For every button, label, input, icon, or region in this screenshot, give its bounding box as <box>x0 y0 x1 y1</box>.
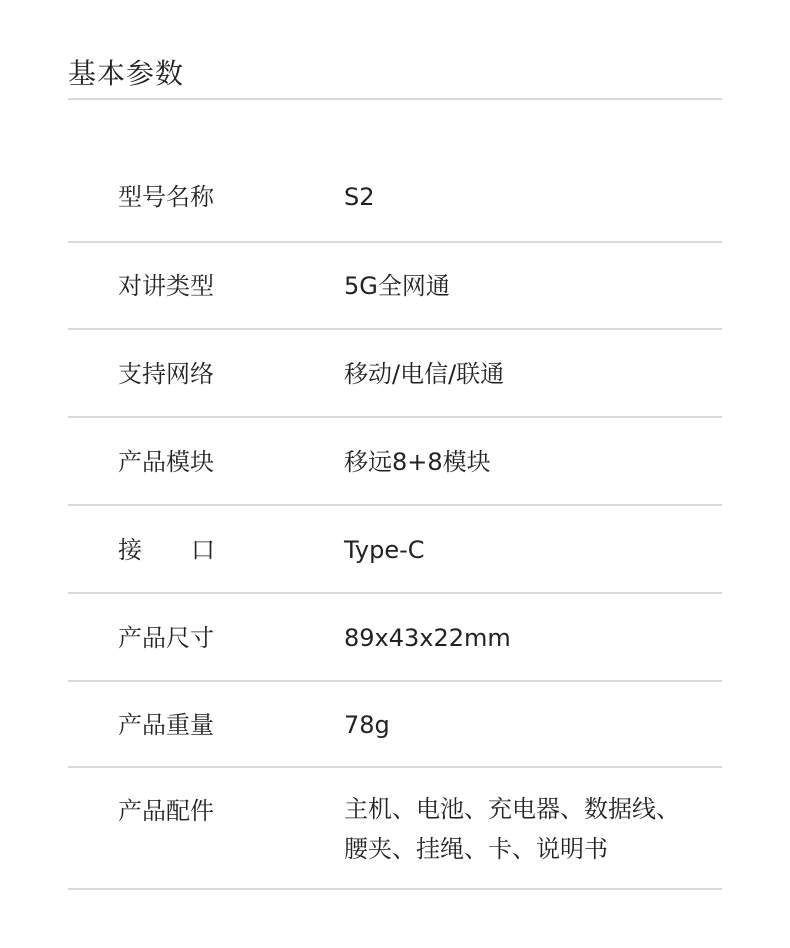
param-label <box>118 530 215 570</box>
param-label-char: 口 <box>191 536 215 564</box>
param-value <box>344 789 704 869</box>
param-row-interface <box>68 506 722 594</box>
param-value: 89x43x22mm <box>344 624 511 652</box>
param-value: 移动/电信/联通 <box>344 360 505 388</box>
param-label: 产品重量 <box>118 711 214 739</box>
param-label: 产品尺寸 <box>118 624 214 652</box>
param-value-line: 腰夹、挂绳、卡、说明书 <box>344 835 608 863</box>
param-label: 对讲类型 <box>118 272 214 300</box>
param-row-model-name <box>68 152 722 243</box>
param-value-line: 主机、电池、充电器、数据线、 <box>344 795 680 823</box>
param-value: 78g <box>344 711 390 739</box>
param-row-module <box>68 418 722 506</box>
param-row-size <box>68 594 722 682</box>
section-title: 基本参数 <box>68 57 185 90</box>
param-row-network <box>68 330 722 418</box>
param-label-char: 接 <box>118 536 142 564</box>
param-label: 产品配件 <box>118 797 214 825</box>
param-label: 产品模块 <box>118 448 214 476</box>
param-value: 5G全网通 <box>344 272 450 300</box>
title-divider <box>68 98 722 100</box>
param-label: 支持网络 <box>118 360 214 388</box>
param-row-intercom-type <box>68 243 722 330</box>
param-row-weight <box>68 682 722 768</box>
param-row-accessories <box>68 768 722 890</box>
param-value: S2 <box>344 183 375 211</box>
row-divider <box>68 888 722 890</box>
param-value: 移远8+8模块 <box>344 448 491 476</box>
param-value: Type-C <box>344 536 425 564</box>
param-label: 型号名称 <box>118 183 214 211</box>
